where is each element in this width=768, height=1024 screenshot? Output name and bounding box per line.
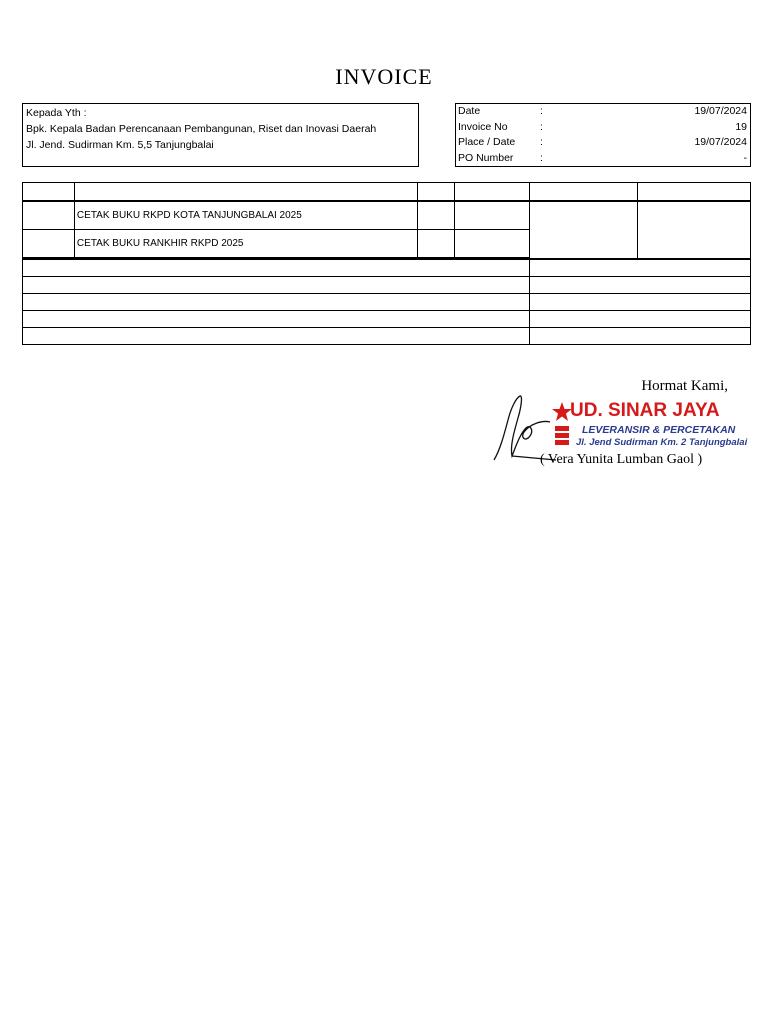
info-value: - [743, 151, 747, 164]
totals-value-cell [530, 277, 751, 294]
company-logo-icon [552, 402, 572, 446]
totals-value-cell [530, 311, 751, 328]
items-table [22, 182, 751, 259]
totals-label-cell [23, 277, 530, 294]
recipient-label: Kepada Yth : [26, 107, 87, 119]
info-row-po-number [456, 151, 750, 167]
info-row-date [456, 104, 750, 120]
totals-value-cell [530, 328, 751, 345]
table-cell [455, 230, 530, 259]
table-cell [638, 201, 751, 258]
totals-label-cell [23, 260, 530, 277]
info-value: 19 [735, 120, 747, 133]
info-label: Date [458, 105, 481, 117]
closing-text: Hormat Kami, [641, 378, 728, 394]
totals-row [23, 277, 751, 294]
signature-block [490, 378, 752, 488]
info-value: 19/07/2024 [694, 105, 747, 117]
totals-label-cell [23, 328, 530, 345]
table-cell [23, 230, 75, 259]
totals-row [23, 311, 751, 328]
company-address: Jl. Jend Sudirman Km. 2 Tanjungbalai [576, 437, 748, 448]
totals-value-cell [530, 260, 751, 277]
invoice-info-box [455, 103, 751, 167]
info-row-invoice-no [456, 120, 750, 136]
recipient-name: Bpk. Kepala Badan Perencanaan Pembangunan, Riset dan Inovasi Daerah [26, 123, 377, 135]
table-cell [455, 201, 530, 230]
company-subtitle: LEVERANSIR & PERCETAKAN [582, 424, 736, 436]
recipient-address: Jl. Jend. Sudirman Km. 5,5 Tanjungbalai [26, 139, 214, 151]
info-colon: : [540, 120, 543, 133]
totals-value-cell [530, 294, 751, 311]
totals-label-cell [23, 311, 530, 328]
info-label: PO Number [458, 151, 514, 164]
header-cell [418, 183, 455, 202]
info-colon: : [540, 105, 543, 117]
info-colon: : [540, 151, 543, 164]
table-cell [23, 201, 75, 230]
info-colon: : [540, 136, 543, 148]
item-description: CETAK BUKU RKPD KOTA TANJUNGBALAI 2025 [74, 201, 418, 230]
info-label: Invoice No [458, 120, 508, 133]
header-cell [455, 183, 530, 202]
table-row [23, 201, 751, 230]
totals-row [23, 294, 751, 311]
item-description: CETAK BUKU RANKHIR RKPD 2025 [74, 230, 418, 259]
info-row-place-date [456, 135, 750, 151]
invoice-title: INVOICE [335, 64, 433, 89]
table-cell [418, 201, 455, 230]
info-value: 19/07/2024 [694, 136, 747, 148]
table-cell [530, 201, 638, 258]
totals-table [22, 259, 751, 345]
company-name: UD. SINAR JAYA [570, 400, 720, 421]
info-label: Place / Date [458, 136, 516, 148]
header-cell [530, 183, 638, 202]
totals-row [23, 260, 751, 277]
table-cell [418, 230, 455, 259]
totals-row [23, 328, 751, 345]
header-cell [74, 183, 418, 202]
signer-name: ( Vera Yunita Lumban Gaol ) [540, 452, 703, 467]
header-cell [23, 183, 75, 202]
items-header-row [23, 183, 751, 202]
totals-label-cell [23, 294, 530, 311]
header-cell [638, 183, 751, 202]
recipient-box [22, 103, 419, 167]
